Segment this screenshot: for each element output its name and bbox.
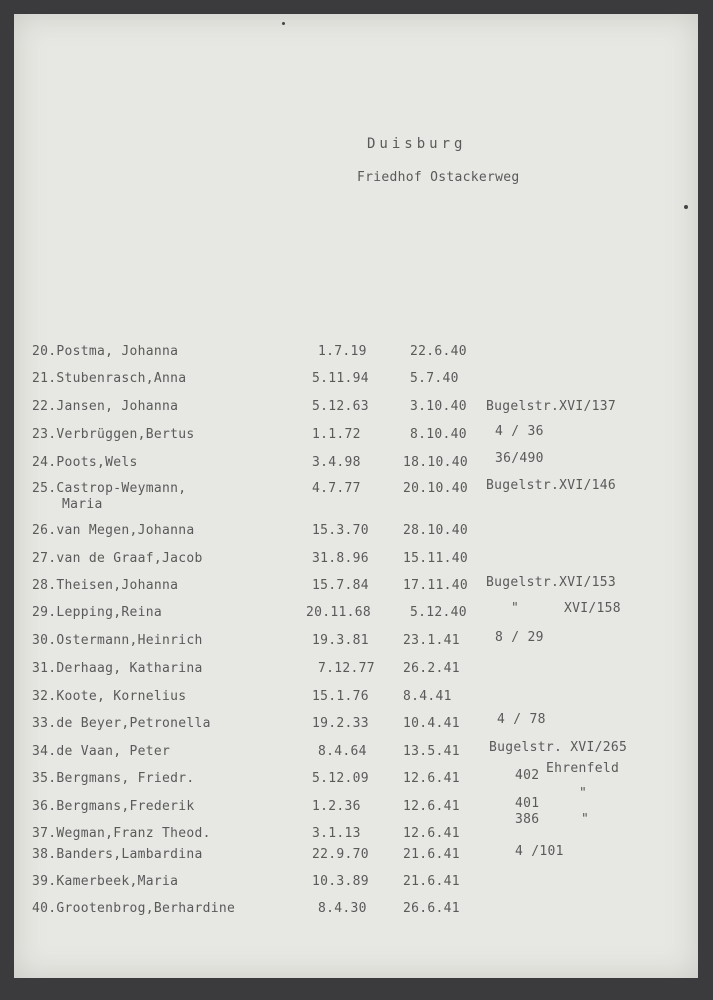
death-date: 5.7.40 bbox=[410, 371, 459, 386]
cemetery-heading: Friedhof Ostackerweg bbox=[357, 170, 520, 185]
birth-date: 8.4.64 bbox=[318, 744, 367, 759]
entry-name: 30.Ostermann,Heinrich bbox=[32, 633, 203, 648]
grave-note: Bugelstr.XVI/153 bbox=[486, 575, 617, 590]
birth-date: 22.9.70 bbox=[312, 847, 369, 862]
entry-name: 27.van de Graaf,Jacob bbox=[32, 551, 203, 566]
grave-note: 4 /101 bbox=[515, 844, 564, 859]
grave-note: 402 bbox=[515, 768, 540, 783]
grave-note: 8 / 29 bbox=[495, 630, 544, 645]
birth-date: 5.11.94 bbox=[312, 371, 369, 386]
birth-date: 20.11.68 bbox=[306, 605, 372, 620]
entry-name: 24.Poots,Wels bbox=[32, 455, 138, 470]
death-date: 18.10.40 bbox=[403, 455, 469, 470]
birth-date: 15.7.84 bbox=[312, 578, 369, 593]
birth-date: 1.1.72 bbox=[312, 427, 361, 442]
grave-note: Bugelstr.XVI/146 bbox=[486, 478, 617, 493]
entry-name: 35.Bergmans, Friedr. bbox=[32, 771, 195, 786]
ditto-mark: " bbox=[579, 786, 588, 801]
death-date: 17.11.40 bbox=[403, 578, 469, 593]
birth-date: 10.3.89 bbox=[312, 874, 369, 889]
entry-name: 33.de Beyer,Petronella bbox=[32, 716, 211, 731]
death-date: 15.11.40 bbox=[403, 551, 469, 566]
entry-name: 26.van Megen,Johanna bbox=[32, 523, 195, 538]
death-date: 12.6.41 bbox=[403, 771, 460, 786]
ditto-mark: " bbox=[511, 601, 520, 616]
grave-note: Bugelstr.XVI/137 bbox=[486, 399, 617, 414]
entry-name: 23.Verbrüggen,Bertus bbox=[32, 427, 195, 442]
entry-name: 34.de Vaan, Peter bbox=[32, 744, 171, 759]
birth-date: 3.1.13 bbox=[312, 826, 361, 841]
birth-date: 5.12.63 bbox=[312, 399, 369, 414]
grave-note: 386 bbox=[515, 812, 540, 827]
grave-note: 36/490 bbox=[495, 451, 544, 466]
entry-name: 25.Castrop-Weymann, bbox=[32, 481, 187, 496]
entry-name: 32.Koote, Kornelius bbox=[32, 689, 187, 704]
death-date: 10.4.41 bbox=[403, 716, 460, 731]
death-date: 20.10.40 bbox=[403, 481, 469, 496]
birth-date: 15.1.76 bbox=[312, 689, 369, 704]
grave-note: 401 bbox=[515, 796, 540, 811]
entry-name: 29.Lepping,Reina bbox=[32, 605, 163, 620]
grave-note: 4 / 78 bbox=[497, 712, 546, 727]
punch-mark bbox=[684, 205, 688, 209]
birth-date: 5.12.09 bbox=[312, 771, 369, 786]
death-date: 13.5.41 bbox=[403, 744, 460, 759]
entry-name: 21.Stubenrasch,Anna bbox=[32, 371, 187, 386]
death-date: 26.6.41 bbox=[403, 901, 460, 916]
entry-name: 39.Kamerbeek,Maria bbox=[32, 874, 179, 889]
death-date: 21.6.41 bbox=[403, 847, 460, 862]
birth-date: 3.4.98 bbox=[312, 455, 361, 470]
death-date: 26.2.41 bbox=[403, 661, 460, 676]
entry-name: 31.Derhaag, Katharina bbox=[32, 661, 203, 676]
entry-name: 40.Grootenbrog,Berhardine bbox=[32, 901, 236, 916]
birth-date: 19.2.33 bbox=[312, 716, 369, 731]
birth-date: 19.3.81 bbox=[312, 633, 369, 648]
entry-name: 38.Banders,Lambardina bbox=[32, 847, 203, 862]
city-heading: Duisburg bbox=[367, 136, 467, 152]
death-date: 21.6.41 bbox=[403, 874, 460, 889]
entry-name: 37.Wegman,Franz Theod. bbox=[32, 826, 211, 841]
birth-date: 1.7.19 bbox=[318, 344, 367, 359]
death-date: 22.6.40 bbox=[410, 344, 467, 359]
death-date: 23.1.41 bbox=[403, 633, 460, 648]
death-date: 3.10.40 bbox=[410, 399, 467, 414]
entry-name-continued: Maria bbox=[62, 497, 103, 512]
birth-date: 1.2.36 bbox=[312, 799, 361, 814]
birth-date: 31.8.96 bbox=[312, 551, 369, 566]
punch-mark bbox=[282, 22, 285, 25]
entry-name: 28.Theisen,Johanna bbox=[32, 578, 179, 593]
grave-note: XVI/158 bbox=[564, 601, 621, 616]
birth-date: 4.7.77 bbox=[312, 481, 361, 496]
grave-note: Bugelstr. XVI/265 bbox=[489, 740, 628, 755]
entry-name: 36.Bergmans,Frederik bbox=[32, 799, 195, 814]
ditto-mark: " bbox=[581, 812, 590, 827]
death-date: 5.12.40 bbox=[410, 605, 467, 620]
section-note: Ehrenfeld bbox=[546, 761, 620, 776]
death-date: 8.10.40 bbox=[410, 427, 467, 442]
birth-date: 8.4.30 bbox=[318, 901, 367, 916]
death-date: 12.6.41 bbox=[403, 799, 460, 814]
birth-date: 7.12.77 bbox=[318, 661, 375, 676]
death-date: 12.6.41 bbox=[403, 826, 460, 841]
entry-name: 20.Postma, Johanna bbox=[32, 344, 179, 359]
death-date: 28.10.40 bbox=[403, 523, 469, 538]
entry-name: 22.Jansen, Johanna bbox=[32, 399, 179, 414]
death-date: 8.4.41 bbox=[403, 689, 452, 704]
grave-note: 4 / 36 bbox=[495, 424, 544, 439]
birth-date: 15.3.70 bbox=[312, 523, 369, 538]
